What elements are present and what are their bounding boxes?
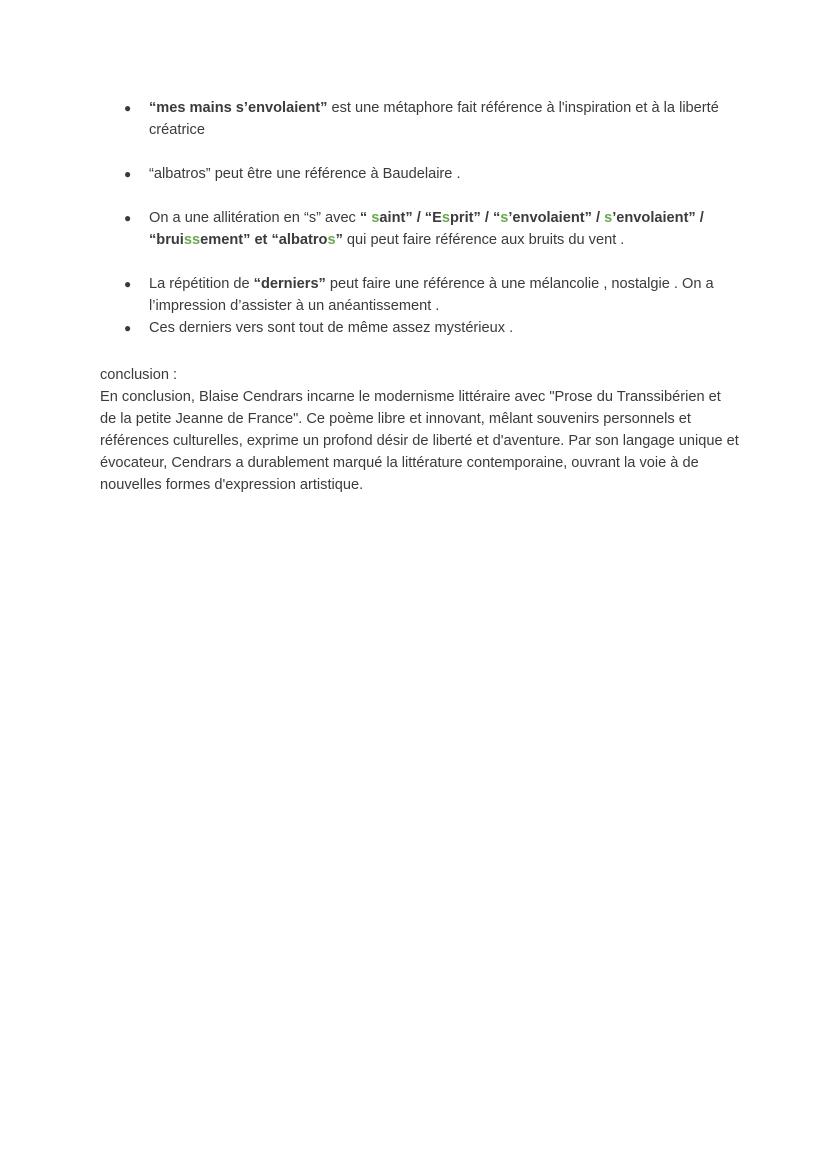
- quote-fragment: prit” / “: [449, 210, 501, 226]
- bullet-dot-icon: ●: [124, 101, 132, 115]
- highlighted-letter: s: [327, 232, 336, 248]
- conclusion-body: En conclusion, Blaise Cendrars incarne le modernisme littéraire avec "Prose du Transsibérien et de la petite Jeanne de France". Ce poème libre et innovant, mêlant souvenirs personnels et références culturelles, exprime un profond désir de liberté et d'aventure. Par son langage unique et évocateur, Cendrars a durablement marqué la littérature contemporaine, ouvrant la voie à de nouvelles formes d'expression artistique.: [100, 389, 739, 493]
- bullet-dot-icon: ●: [124, 321, 132, 335]
- bullet-dot-icon: ●: [124, 277, 132, 291]
- quote-fragment: ”: [335, 232, 343, 248]
- highlighted-letter: s: [441, 210, 450, 226]
- highlighted-letter: s: [500, 210, 509, 226]
- list-item-text: La répétition de: [149, 276, 254, 292]
- quote-fragment: aint” / “E: [379, 210, 442, 226]
- list-item-text: est une métaphore fait référence à l'inspiration et à la liberté créatrice: [149, 100, 719, 138]
- quote-fragment: ’envolaient” / “brui: [149, 210, 704, 248]
- list-item: [0, 207, 828, 251]
- quote-bold: “mes mains s’envolaient”: [149, 100, 328, 116]
- list-item: [0, 163, 828, 185]
- list-item-text: Ces derniers vers sont tout de même assez mystérieux .: [149, 320, 514, 336]
- list-item-text: qui peut faire référence aux bruits du vent .: [342, 232, 625, 248]
- analysis-bullet-list: [0, 97, 828, 339]
- list-item-text: On a une allitération en “s” avec: [149, 210, 360, 226]
- quote-fragment: “: [359, 210, 372, 226]
- highlighted-letter: s: [371, 210, 380, 226]
- conclusion-heading: conclusion :: [100, 367, 178, 383]
- list-item-text: “albatros” peut être une référence à Baudelaire .: [149, 166, 461, 182]
- list-item: [0, 317, 828, 339]
- list-item: [0, 273, 828, 317]
- list-item: [0, 97, 828, 141]
- bullet-dot-icon: ●: [124, 167, 132, 181]
- bullet-dot-icon: ●: [124, 211, 132, 225]
- quote-fragment: ’envolaient” /: [508, 210, 605, 226]
- quote-fragment: ement” et “albatro: [200, 232, 328, 248]
- conclusion-section: [100, 364, 740, 496]
- highlighted-letter: ss: [183, 232, 201, 248]
- quote-bold: “derniers”: [253, 276, 326, 292]
- highlighted-letter: s: [604, 210, 613, 226]
- list-item-text: peut faire une référence à une mélancolie , nostalgie . On a l’impression d’assister à un anéantissement .: [149, 276, 714, 314]
